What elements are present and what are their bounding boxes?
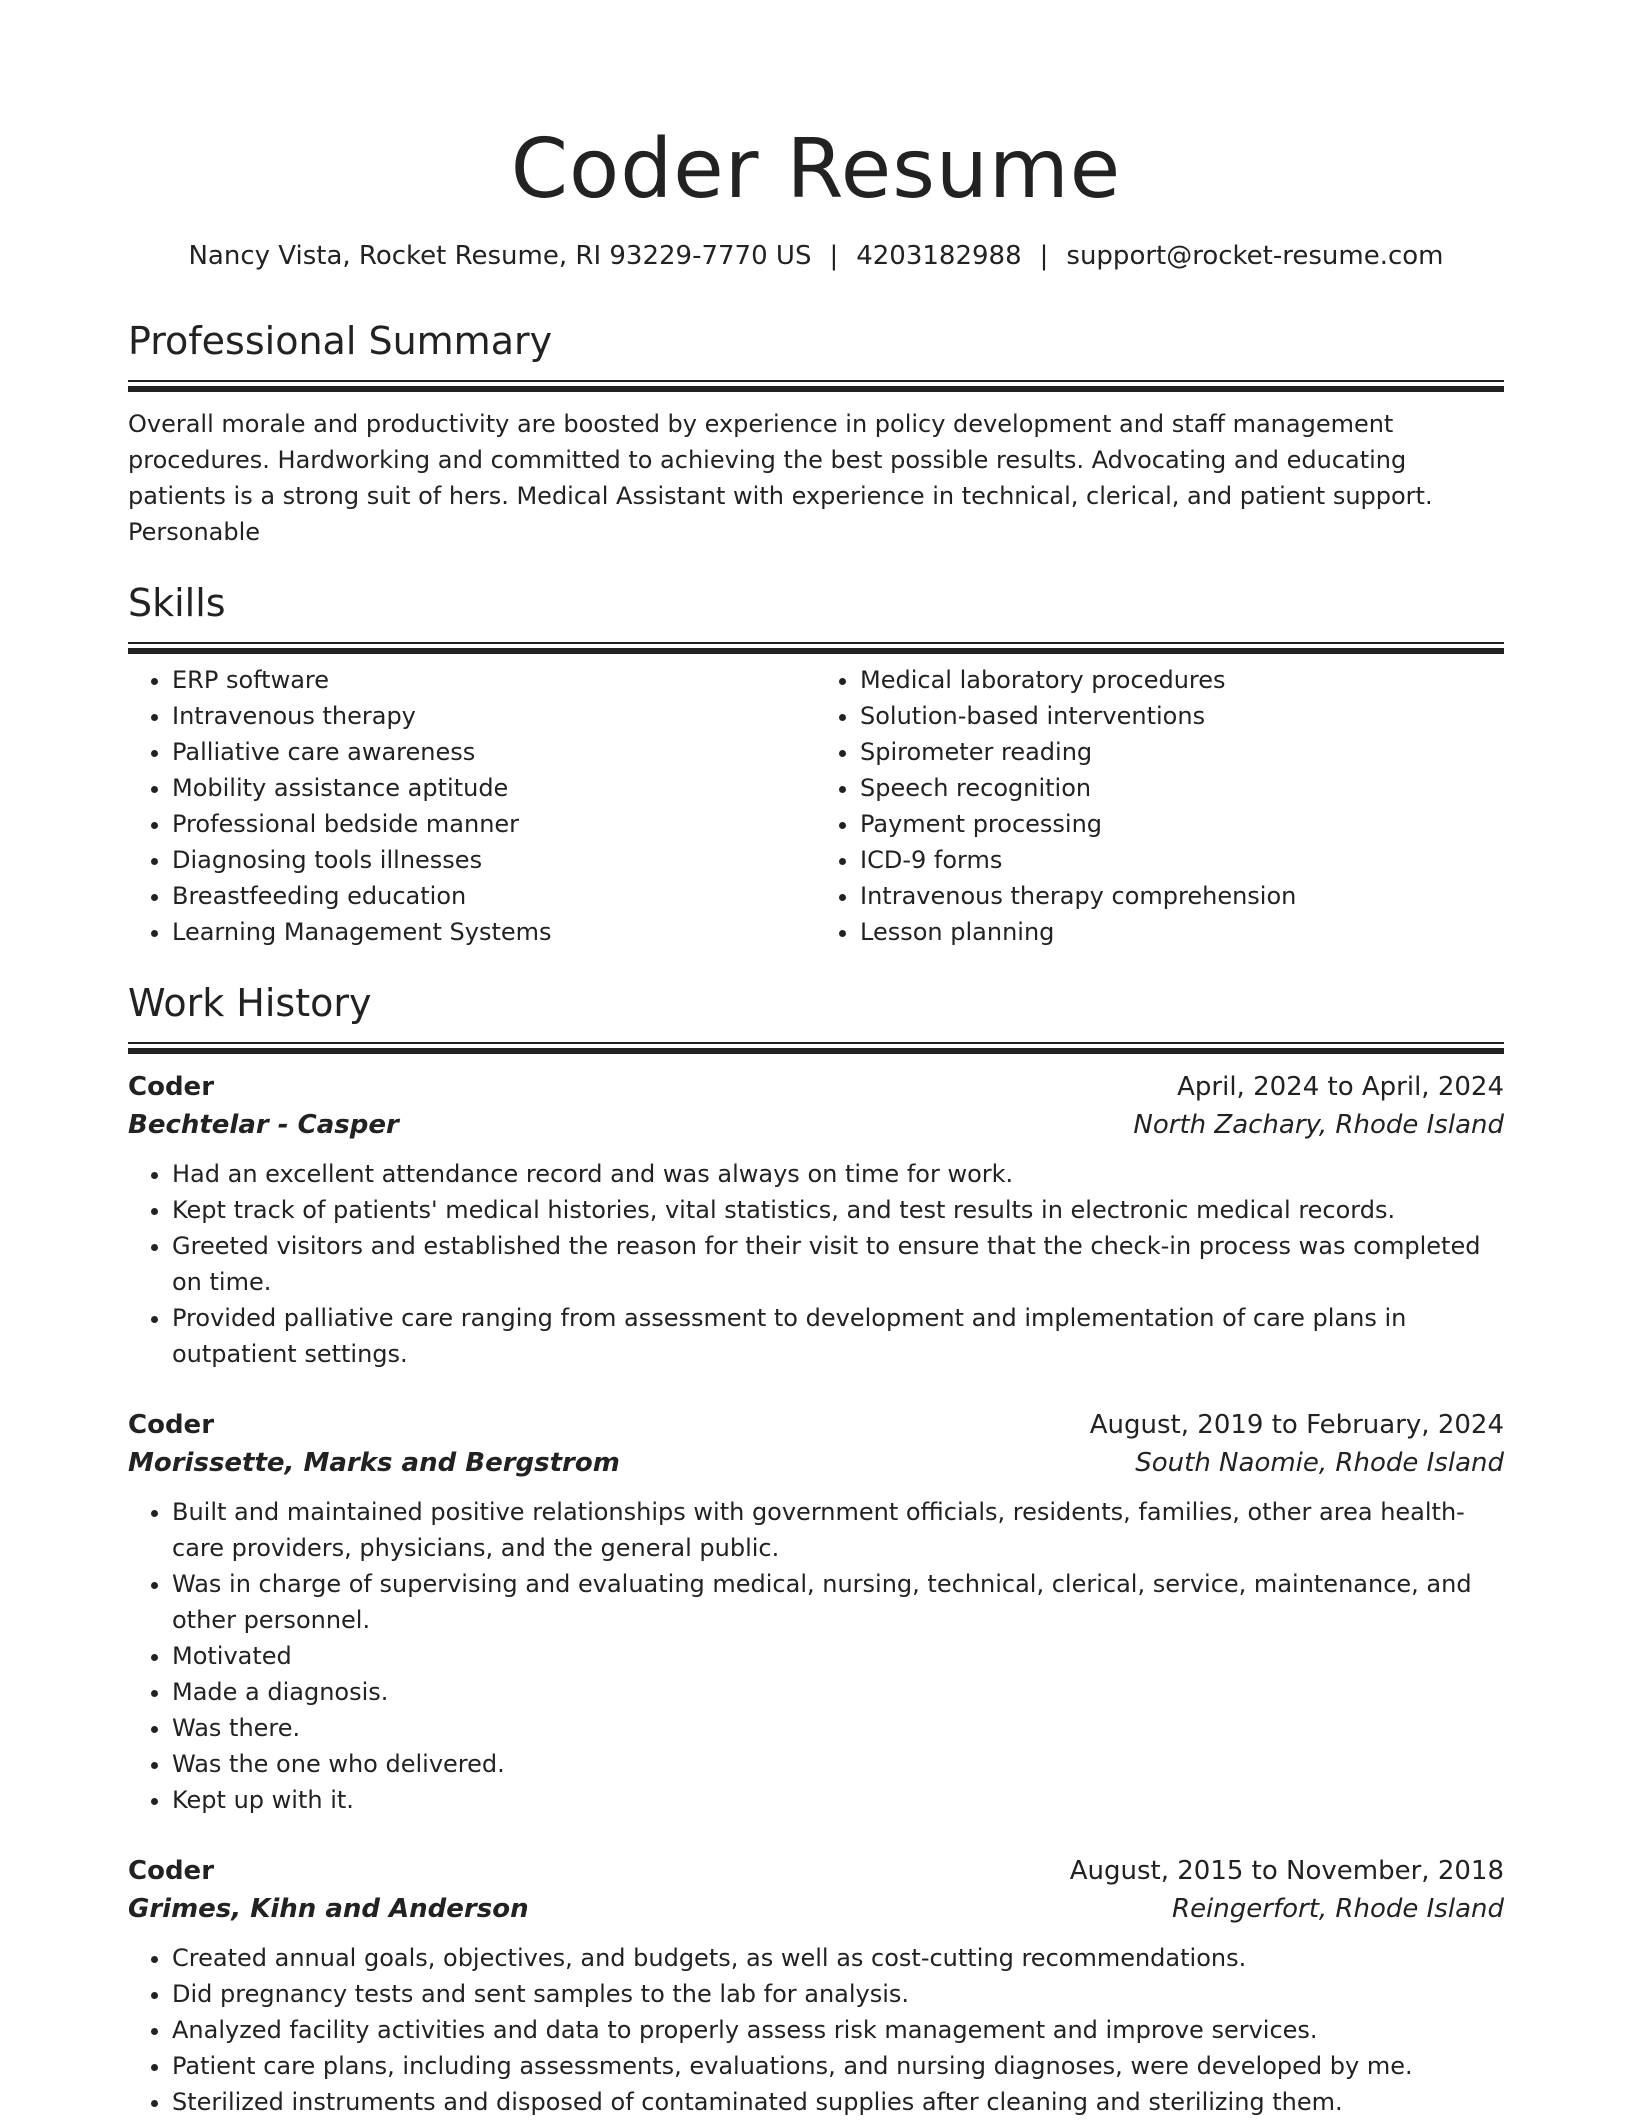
job-bullet: • Was the one who delivered. — [172, 1746, 1504, 1782]
job-bullet: • Was there. — [172, 1710, 1504, 1746]
job-bullets — [128, 1494, 1504, 1818]
skill-item: • Medical laboratory procedures — [860, 662, 1504, 698]
job-company: Morissette, Marks and Bergstrom — [128, 1448, 620, 1478]
job-company: Grimes, Kihn and Anderson — [128, 1894, 529, 1924]
job-bullet: • Built and maintained positive relationships with government officials, residents, families, other area health-care providers, physicians, and the general public. — [172, 1494, 1504, 1566]
job-dates: August, 2015 to November, 2018 — [1069, 1856, 1504, 1886]
skill-item: • Breastfeeding education — [172, 878, 816, 914]
skill-item: • Intravenous therapy — [172, 698, 816, 734]
job-header-row — [128, 1068, 1504, 1106]
job-bullet: • Created annual goals, objectives, and budgets, as well as cost-cutting recommendations. — [172, 1940, 1504, 1976]
contact-email: support@rocket-resume.com — [1066, 241, 1444, 271]
section-divider — [128, 1042, 1504, 1048]
job-bullet: • Had an excellent attendance record and was always on time for work. — [172, 1156, 1504, 1192]
section-divider — [128, 642, 1504, 648]
skills-list-right — [816, 662, 1504, 950]
resume-title: Coder Resume — [510, 122, 1122, 217]
job-bullets — [128, 1156, 1504, 1372]
job-location: North Zachary, Rhode Island — [1133, 1110, 1504, 1140]
skill-item: • Professional bedside manner — [172, 806, 816, 842]
job-bullet: • Was in charge of supervising and evaluating medical, nursing, technical, clerical, service, maintenance, and other personnel. — [172, 1566, 1504, 1638]
job-entry — [128, 1068, 1504, 1372]
job-bullet: • Sterilized instruments and disposed of contaminated supplies after cleaning and sterilizing them. — [172, 2084, 1504, 2120]
job-company: Bechtelar - Casper — [128, 1110, 399, 1140]
skill-item: • ERP software — [172, 662, 816, 698]
work-heading: Work History — [128, 981, 372, 1025]
skill-item: • ICD-9 forms — [860, 842, 1504, 878]
job-header-row — [128, 1406, 1504, 1444]
job-header-row — [128, 1852, 1504, 1890]
section-divider — [128, 380, 1504, 386]
skill-item: • Payment processing — [860, 806, 1504, 842]
contact-phone: 4203182988 — [856, 241, 1022, 271]
summary-text: Overall morale and productivity are boosted by experience in policy development and staff management procedures. Hardworking and committed to achieving the best possible results. Advocating and educating patients is a strong suit of hers. Medical Assistant with experience in technical, clerical, and patient support. Personable — [128, 410, 1433, 546]
job-location: Reingerfort, Rhode Island — [1172, 1894, 1504, 1924]
job-bullet: • Did pregnancy tests and sent samples to the lab for analysis. — [172, 1976, 1504, 2012]
skill-item: • Mobility assistance aptitude — [172, 770, 816, 806]
job-bullet: • Made a diagnosis. — [172, 1674, 1504, 1710]
job-dates: April, 2024 to April, 2024 — [1177, 1072, 1504, 1102]
job-bullet: • Greeted visitors and established the reason for their visit to ensure that the check-in process was completed on time. — [172, 1228, 1504, 1300]
job-title: Coder — [128, 1856, 215, 1886]
summary-section — [128, 318, 1504, 550]
job-entry — [128, 1406, 1504, 1818]
contact-address: Nancy Vista, Rocket Resume, RI 93229-7770 US — [188, 241, 812, 271]
skill-item: • Speech recognition — [860, 770, 1504, 806]
job-bullet: • Provided palliative care ranging from assessment to development and implementation of care plans in outpatient settings. — [172, 1300, 1504, 1372]
contact-separator: | — [1039, 241, 1049, 271]
job-location: South Naomie, Rhode Island — [1135, 1448, 1504, 1478]
skill-item: • Learning Management Systems — [172, 914, 816, 950]
job-bullet: • Kept track of patients' medical histories, vital statistics, and test results in electronic medical records. — [172, 1192, 1504, 1228]
skills-section — [128, 580, 1504, 950]
skill-item: • Intravenous therapy comprehension — [860, 878, 1504, 914]
job-bullets — [128, 1940, 1504, 2120]
skills-list-left — [128, 662, 816, 950]
skills-heading: Skills — [128, 581, 226, 625]
work-history-list — [128, 1068, 1504, 2120]
skill-item: • Solution-based interventions — [860, 698, 1504, 734]
job-bullet: • Patient care plans, including assessments, evaluations, and nursing diagnoses, were developed by me. — [172, 2048, 1504, 2084]
skill-item: • Diagnosing tools illnesses — [172, 842, 816, 878]
job-bullet: • Analyzed facility activities and data to properly assess risk management and improve services. — [172, 2012, 1504, 2048]
job-title: Coder — [128, 1072, 215, 1102]
job-bullet: • Motivated — [172, 1638, 1504, 1674]
job-company-row — [128, 1106, 1504, 1144]
skill-item: • Palliative care awareness — [172, 734, 816, 770]
contact-separator: | — [829, 241, 839, 271]
job-company-row — [128, 1890, 1504, 1928]
skill-item: • Lesson planning — [860, 914, 1504, 950]
skills-columns — [128, 662, 1504, 950]
job-bullet: • Kept up with it. — [172, 1782, 1504, 1818]
job-dates: August, 2019 to February, 2024 — [1089, 1410, 1504, 1440]
job-company-row — [128, 1444, 1504, 1482]
summary-heading: Professional Summary — [128, 319, 553, 363]
job-title: Coder — [128, 1410, 215, 1440]
contact-line — [128, 238, 1504, 274]
work-section — [128, 980, 1504, 2120]
skill-item: • Spirometer reading — [860, 734, 1504, 770]
job-entry — [128, 1852, 1504, 2120]
